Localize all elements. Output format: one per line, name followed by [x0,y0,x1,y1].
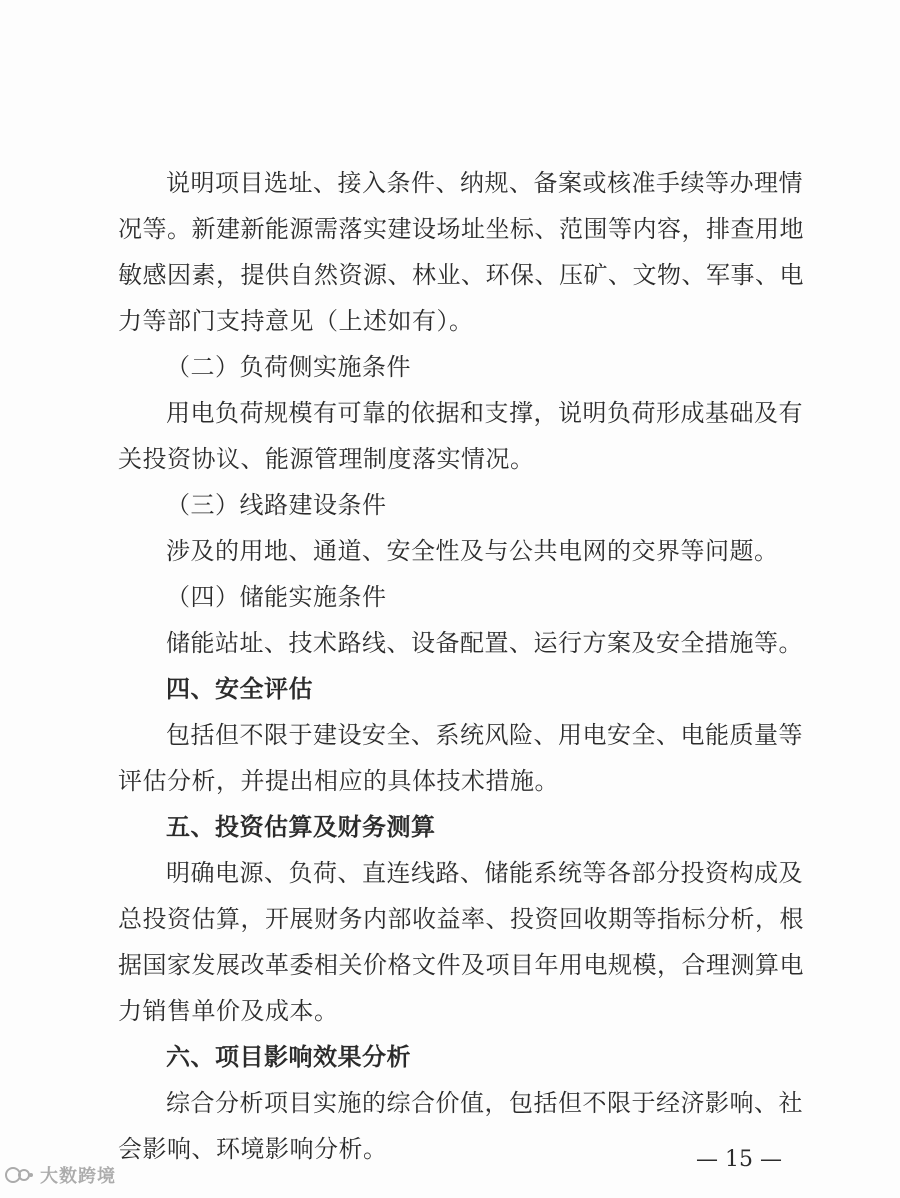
subsection-heading: （二）负荷侧实施条件 [166,353,411,381]
paragraph-line: 包括但不限于建设安全、系统风险、用电安全、电能质量等 [166,721,803,749]
subsection-heading: （四）储能实施条件 [166,583,387,611]
paragraph-line: 用电负荷规模有可靠的依据和支撑，说明负荷形成基础及有 [166,399,803,427]
subsection-heading: （三）线路建设条件 [166,491,387,519]
paragraph-line: 力销售单价及成本。 [118,997,339,1025]
section-heading: 六、项目影响效果分析 [166,1043,411,1071]
paragraph-line: 说明项目选址、接入条件、纳规、备案或核准手续等办理情 [166,169,803,197]
paragraph-line: 敏感因素，提供自然资源、林业、环保、压矿、文物、军事、电 [118,261,804,289]
paragraph-line: 总投资估算，开展财务内部收益率、投资回收期等指标分析，根 [118,905,804,933]
paragraph-line: 关投资协议、能源管理制度落实情况。 [118,445,535,473]
section-heading: 五、投资估算及财务测算 [166,813,436,841]
page-number: — 15 — [696,1147,782,1172]
paragraph-line: 会影响、环境影响分析。 [118,1135,388,1163]
paragraph-line: 明确电源、负荷、直连线路、储能系统等各部分投资构成及 [166,859,803,887]
watermark-logo-icon [4,1164,34,1186]
paragraph-line: 况等。新建新能源需落实建设场址坐标、范围等内容，排查用地 [118,215,804,243]
paragraph-line: 力等部门支持意见（上述如有）。 [118,307,474,335]
paragraph-line: 评估分析，并提出相应的具体技术措施。 [118,767,559,795]
paragraph-line: 综合分析项目实施的综合价值，包括但不限于经济影响、社 [166,1089,803,1117]
watermark [4,1162,116,1188]
watermark-text: 大数跨境 [40,1166,116,1187]
section-heading: 四、安全评估 [166,675,313,703]
paragraph-line: 据国家发展改革委相关价格文件及项目年用电规模，合理测算电 [118,951,804,979]
document-body [118,160,804,1172]
paragraph-line: 涉及的用地、通道、安全性及与公共电网的交界等问题。 [166,537,779,565]
paragraph-line: 储能站址、技术路线、设备配置、运行方案及安全措施等。 [166,629,803,657]
